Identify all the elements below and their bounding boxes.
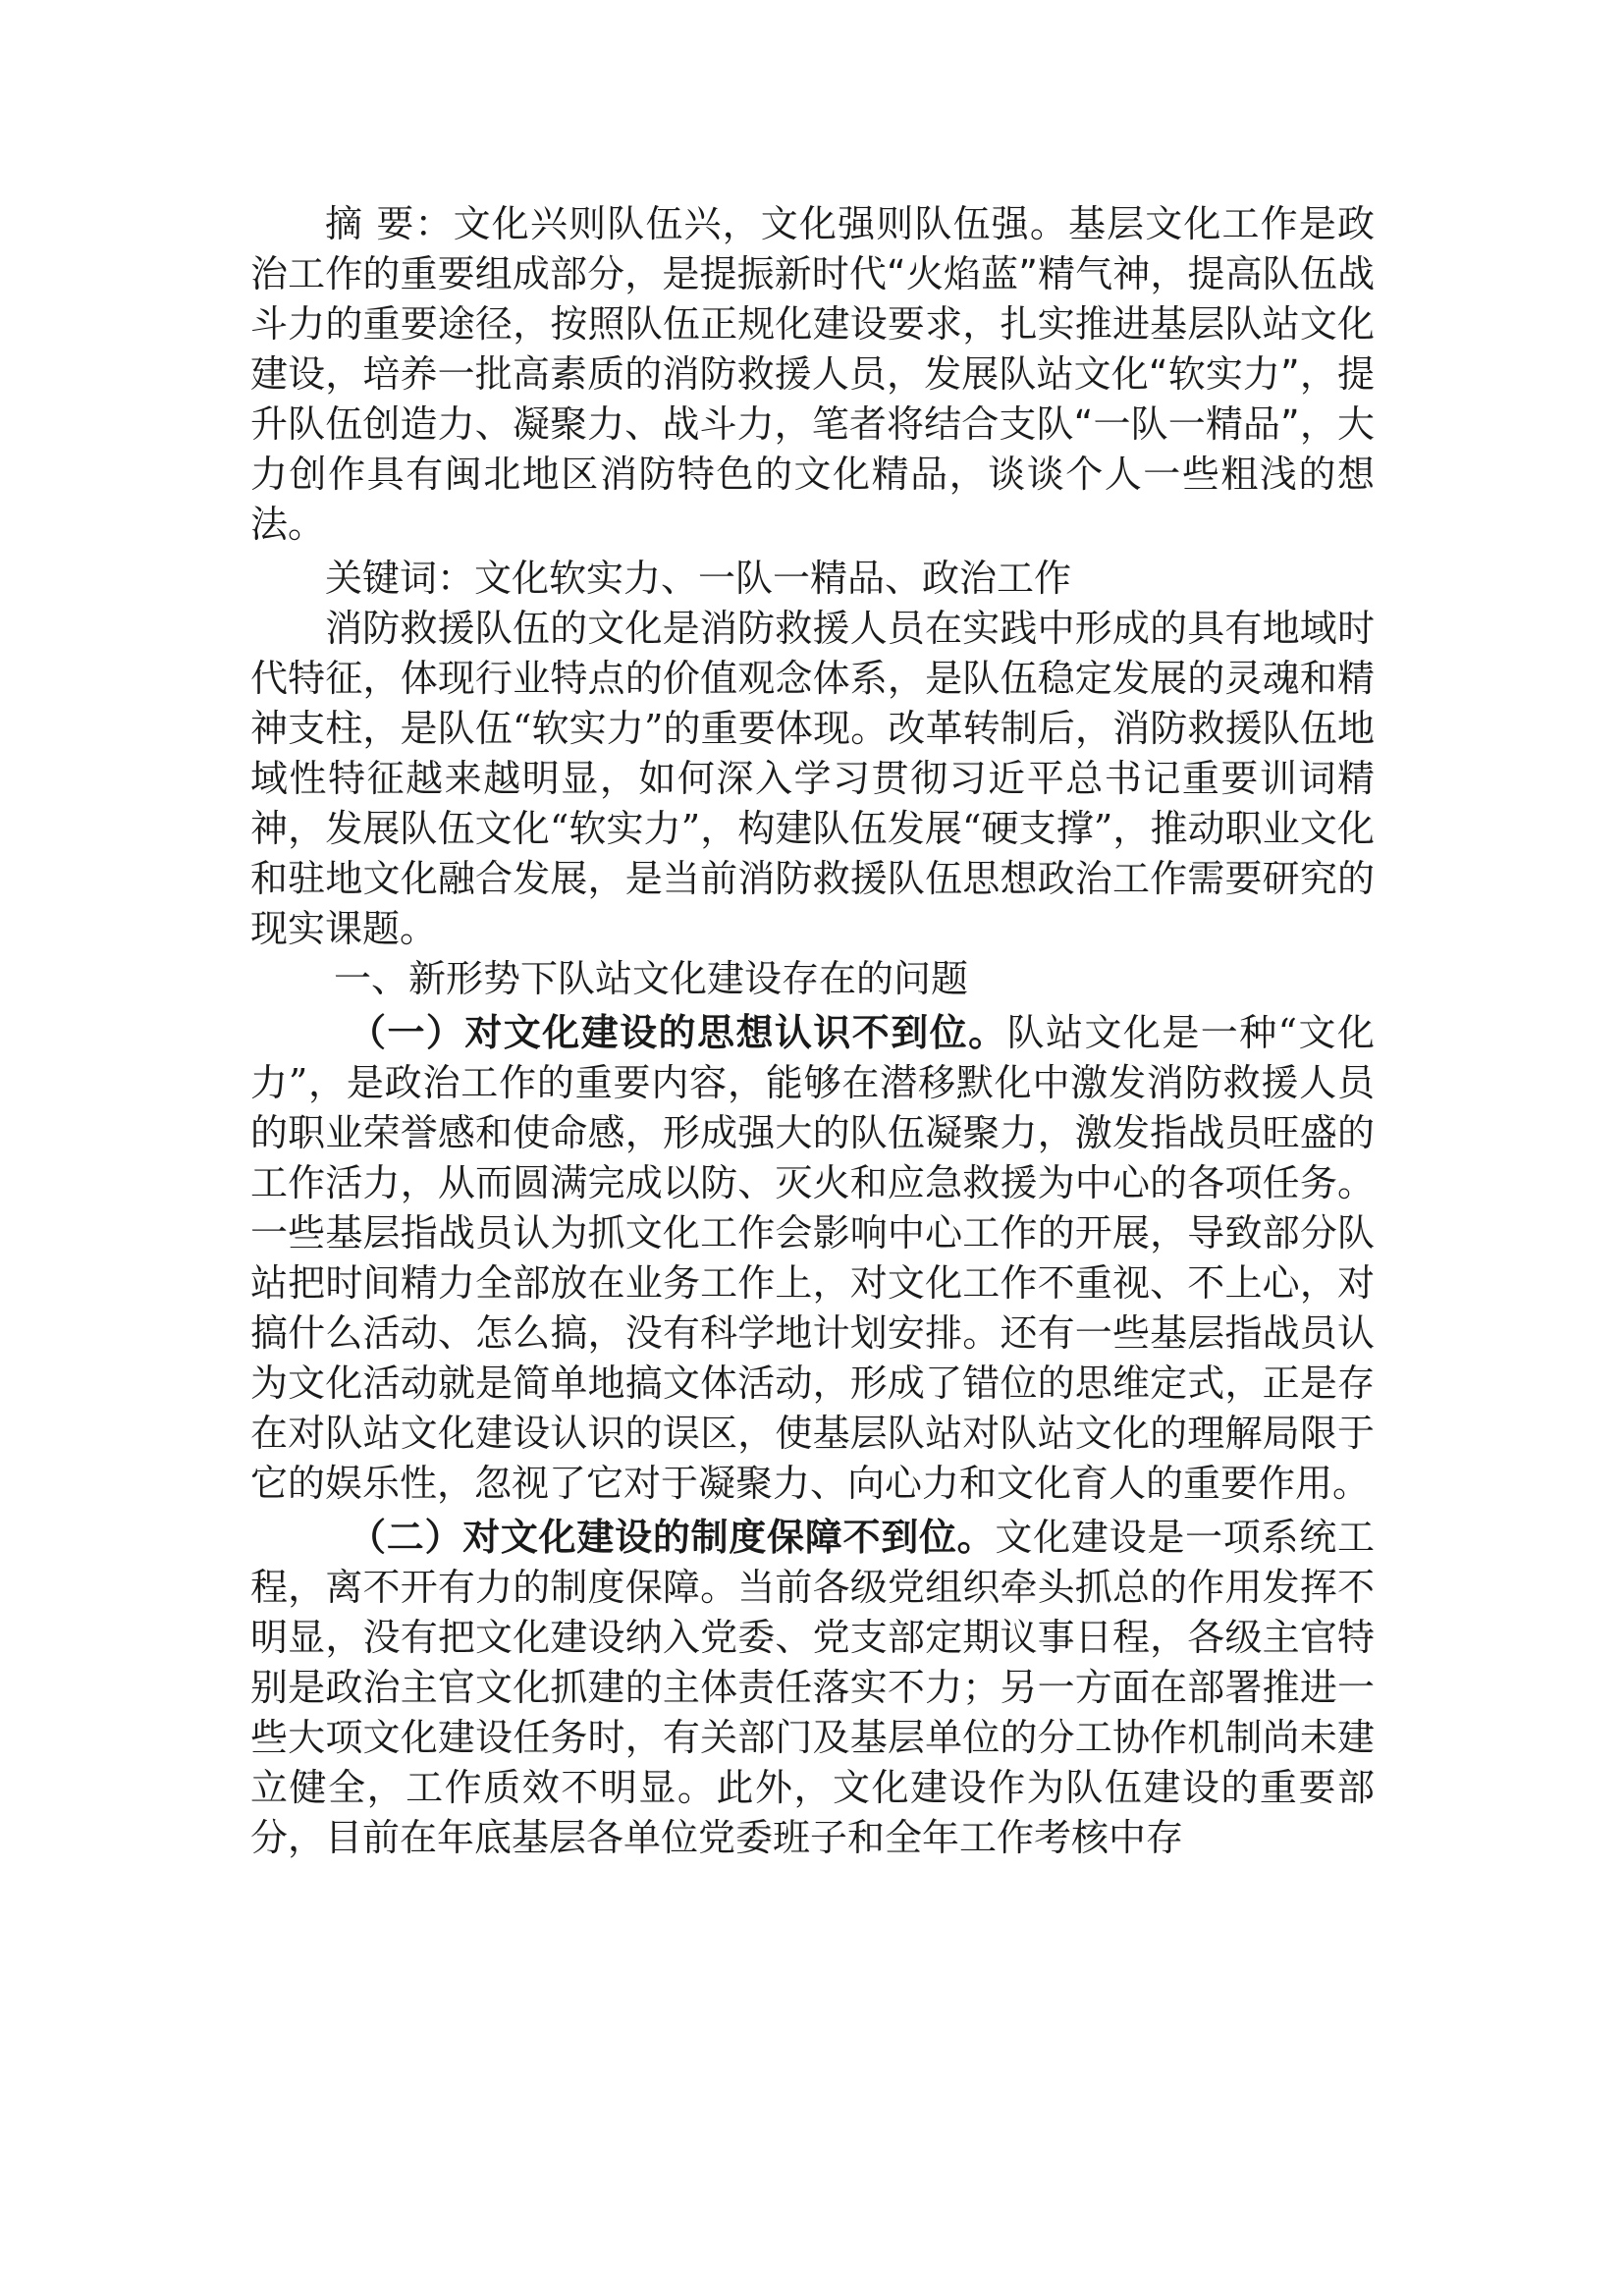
intro-paragraph: 消防救援队伍的文化是消防救援人员在实践中形成的具有地域时代特征，体现行业特点的价值观念体系，是队伍稳定发展的灵魂和精神支柱，是队伍“软实力”的重要体现。改革转制后，消防救援队伍地域性特征越来越明显，如何深入学习贯彻习近平总书记重要训词精神，发展队伍文化“软实力”，构建队伍发展“硬支撑”，推动职业文化和驻地文化融合发展，是当前消防救援队伍思想政治工作需要研究的现实课题。 (250, 607, 1375, 950)
subsection-1-paragraph (250, 1008, 1375, 1509)
abstract-text: 文化兴则队伍兴，文化强则队伍强。基层文化工作是政治工作的重要组成部分，是提振新时代“火焰蓝”精气神，提高队伍战斗力的重要途径，按照队伍正规化建设要求，扎实推进基层队站文化建设，培养一批高素质的消防救援人员，发展队站文化“软实力”，提升队伍创造力、凝聚力、战斗力，笔者将结合支队“一队一精品”，大力创作具有闽北地区消防特色的文化精品，谈谈个人一些粗浅的想法。 (250, 202, 1375, 546)
abstract-paragraph (250, 199, 1375, 550)
subsection-2-paragraph (250, 1513, 1375, 1863)
subsection-2-title: （二）对文化建设的制度保障不到位。 (349, 1516, 996, 1559)
keywords-paragraph (250, 554, 1375, 604)
section-heading: 一、新形势下队站文化建设存在的问题 (334, 957, 969, 1000)
subsection-1-title: （一）对文化建设的思想认识不到位。 (349, 1011, 1007, 1054)
subsection-2-text: 文化建设是一项系统工程，离不开有力的制度保障。当前各级党组织牵头抓总的作用发挥不明显，没有把文化建设纳入党委、党支部定期议事日程，各级主官特别是政治主官文化抓建的主体责任落实不力；另一方面在部署推进一些大项文化建设任务时，有关部门及基层单位的分工协作机制尚未建立健全，工作质效不明显。此外，文化建设作为队伍建设的重要部分，目前在年底基层各单位党委班子和全年工作考核中存 (250, 1516, 1375, 1859)
subsection-1-text: 队站文化是一种“文化力”，是政治工作的重要内容，能够在潜移默化中激发消防救援人员的职业荣誉感和使命感，形成强大的队伍凝聚力，激发指战员旺盛的工作活力，从而圆满完成以防、灭火和应急救援为中心的各项任务。一些基层指战员认为抓文化工作会影响中心工作的开展，导致部分队站把时间精力全部放在业务工作上，对文化工作不重视、不上心，对搞什么活动、怎么搞，没有科学地计划安排。还有一些基层指战员认为文化活动就是简单地搞文体活动，形成了错位的思维定式，正是存在对队站文化建设认识的误区，使基层队站对队站文化的理解局限于它的娱乐性，忽视了它对于凝聚力、向心力和文化育人的重要作用。 (250, 1011, 1375, 1505)
abstract-label: 摘 要： (325, 202, 454, 245)
keywords-text: 文化软实力、一队一精品、政治工作 (474, 557, 1072, 600)
keywords-label: 关键词： (325, 557, 475, 600)
document-page (250, 199, 1375, 1863)
